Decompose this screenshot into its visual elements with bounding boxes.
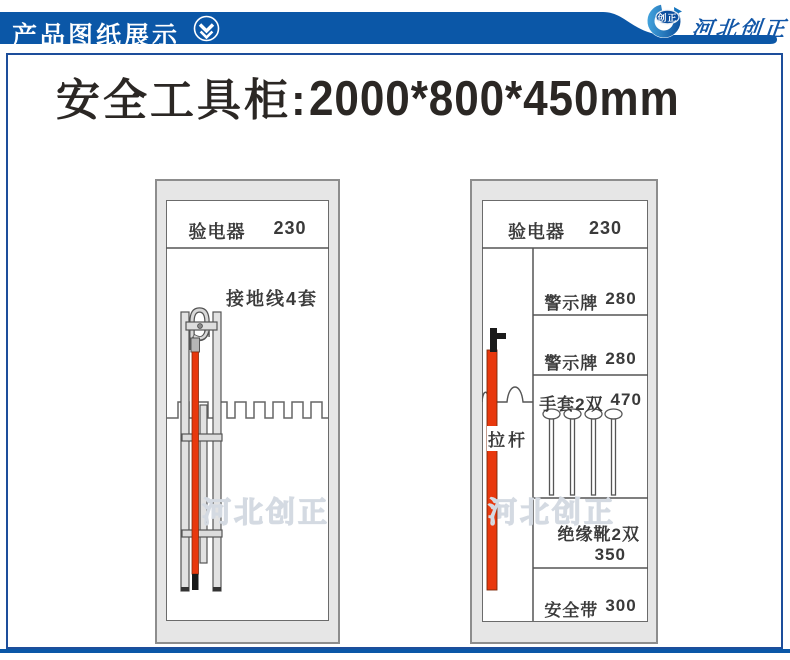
drawing-title — [56, 64, 720, 128]
compartment-label-gloves — [533, 390, 648, 415]
left-compartment-label — [166, 218, 329, 244]
item-size: 350 — [594, 545, 626, 564]
tool-rack-profile — [166, 402, 329, 418]
compartment-label-boots — [533, 525, 640, 565]
item-name: 警示牌 — [544, 294, 599, 313]
item-name: 验电器 — [188, 222, 246, 242]
left-cabinet-drawing — [166, 200, 329, 621]
watermark-left: 河北创正 — [201, 497, 330, 529]
item-size: 300 — [605, 596, 637, 615]
bottom-divider — [0, 649, 790, 653]
logo-badge-text: 创正 — [657, 13, 678, 23]
earthing-rod-rack — [181, 312, 222, 591]
item-name: 手套2双 — [539, 395, 604, 414]
right-compartment-label-top — [482, 218, 648, 244]
drawing-title-dimensions: 2000*800*450mm — [308, 72, 680, 126]
brand-name: 河北创正 — [690, 17, 790, 41]
pull-rod-label: 拉杆 — [487, 426, 529, 451]
earthing-rod — [191, 338, 200, 590]
item-name: 绝缘靴2双 — [557, 525, 640, 544]
item-name: 安全带 — [544, 601, 599, 620]
item-size: 470 — [610, 390, 642, 409]
drawing-title-name: 安全工具柜: — [56, 76, 309, 125]
item-size: 280 — [605, 349, 637, 368]
chevron-down-icon — [192, 14, 222, 44]
watermark-right: 河北创正 — [487, 497, 616, 529]
item-size: 230 — [588, 218, 623, 238]
compartment-label-safety-belt — [533, 596, 648, 621]
pull-rod — [487, 328, 506, 590]
item-name: 警示牌 — [544, 354, 599, 373]
item-name: 验电器 — [507, 222, 565, 242]
item-size: 230 — [273, 218, 307, 238]
glove-pegs — [543, 409, 622, 495]
earthing-wire-annotation: 接地线4套 — [225, 289, 318, 309]
item-size: 280 — [605, 289, 637, 308]
content-frame — [6, 53, 783, 649]
header-title: 产品图纸展示 — [12, 22, 181, 50]
compartment-label-warning-sign-2 — [533, 349, 648, 374]
compartment-label-warning-sign-1 — [533, 289, 648, 314]
